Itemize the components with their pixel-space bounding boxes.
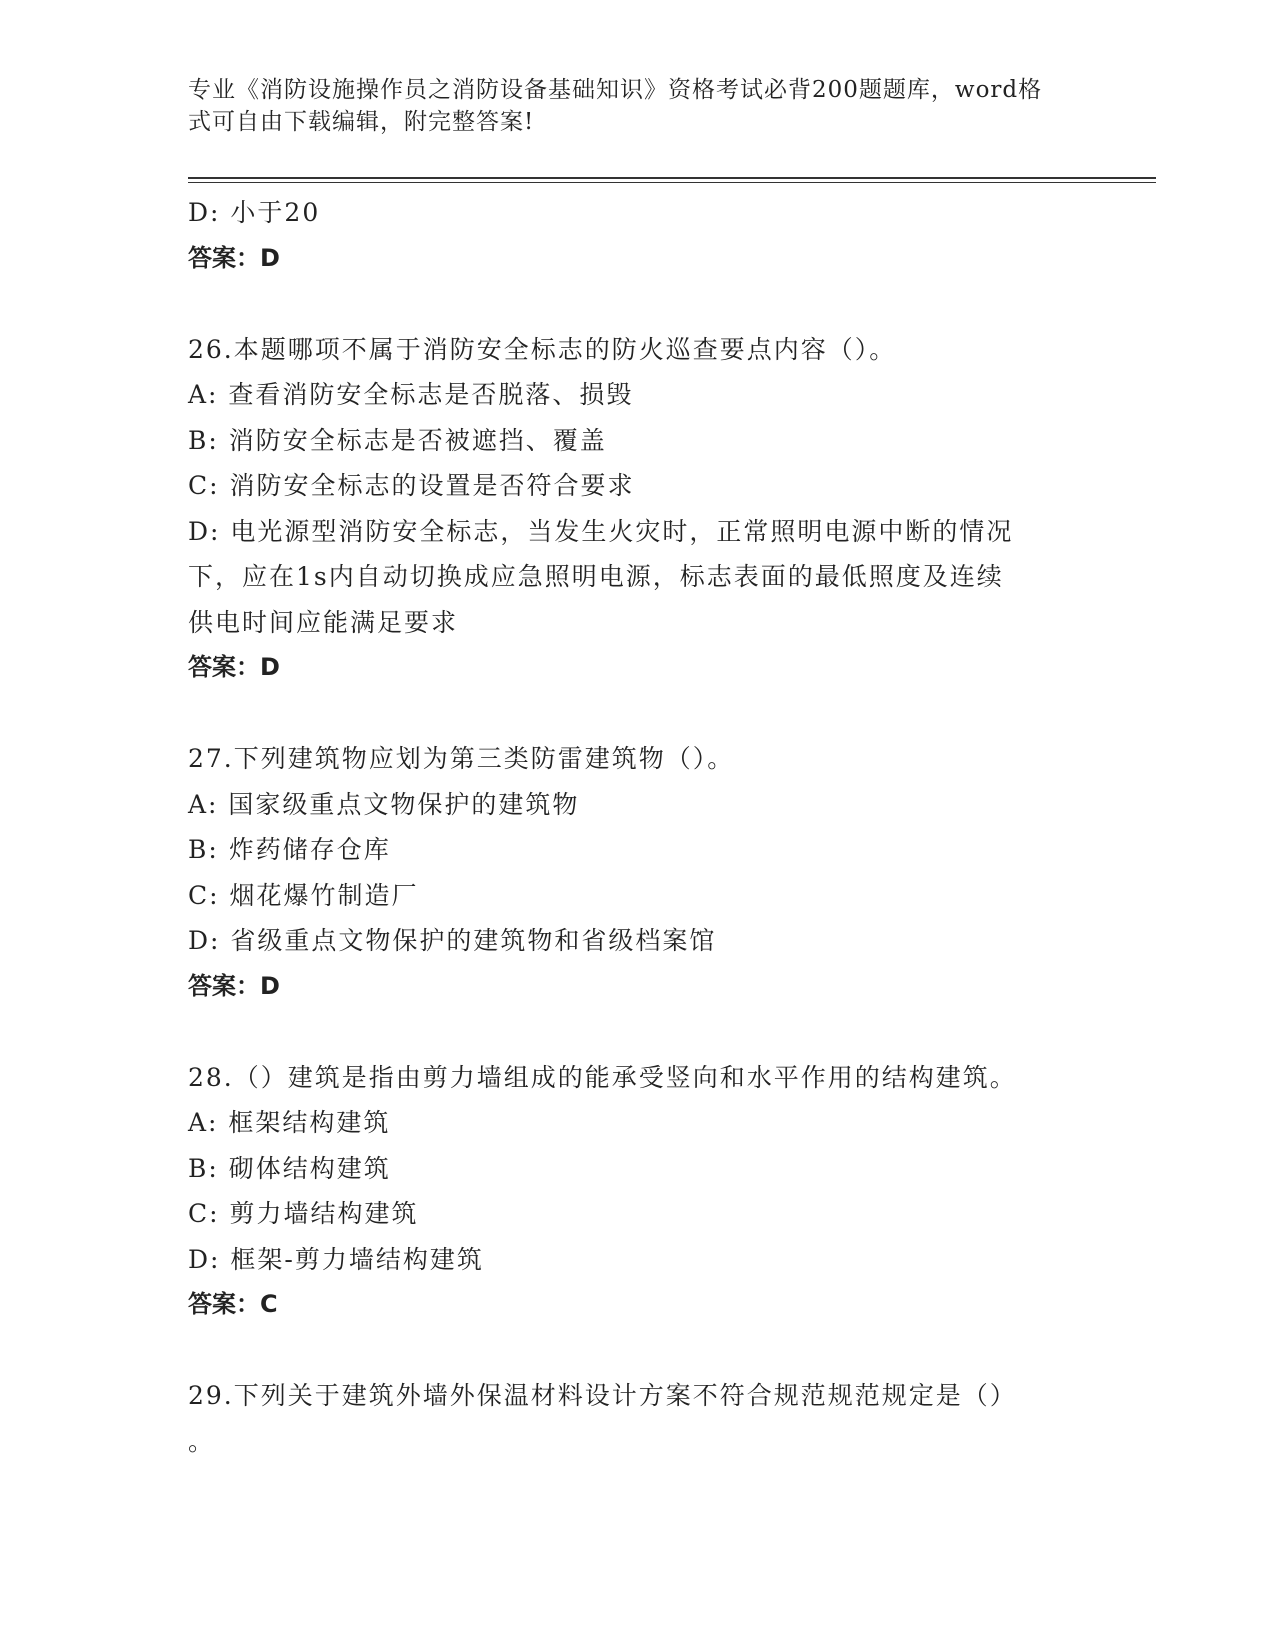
option-b: B: 炸药储存仓库	[188, 835, 391, 864]
header-line-1: 专业《消防设施操作员之消防设备基础知识》资格考试必背200题题库，word格	[188, 77, 1043, 103]
question-26	[188, 327, 1088, 691]
question-stem: 26.本题哪项不属于消防安全标志的防火巡查要点内容（）。	[188, 334, 897, 364]
option-c: C: 消防安全标志的设置是否符合要求	[188, 471, 635, 500]
previous-question-tail	[188, 190, 1088, 281]
question-27	[188, 736, 1088, 1009]
header-line-2: 式可自由下载编辑，附完整答案!	[188, 109, 535, 135]
document-header	[188, 74, 1068, 138]
option-a: A: 查看消防安全标志是否脱落、损毁	[188, 380, 634, 409]
option-b: B: 消防安全标志是否被遮挡、覆盖	[188, 425, 607, 455]
question-stem-continued: 。	[188, 1426, 216, 1456]
option-a: A: 框架结构建筑	[188, 1108, 391, 1137]
question-stem: 29.下列关于建筑外墙外保温材料设计方案不符合规范规范规定是（）	[188, 1381, 1017, 1410]
question-29	[188, 1373, 1088, 1464]
answer-line: 答案：D	[188, 971, 280, 1000]
option-b: B: 砌体结构建筑	[188, 1153, 391, 1183]
question-stem: 27.下列建筑物应划为第三类防雷建筑物（）。	[188, 744, 735, 773]
option-d: D: 小于20	[188, 198, 321, 227]
spacer	[188, 1328, 1088, 1374]
option-a: A: 国家级重点文物保护的建筑物	[188, 789, 580, 819]
answer-line: 答案：D	[188, 243, 280, 272]
question-28	[188, 1055, 1088, 1328]
header-divider-thick	[188, 177, 1156, 179]
option-d-continued: 下，应在1s内自动切换成应急照明电源，标志表面的最低照度及连续	[188, 562, 1004, 591]
document-body	[188, 190, 1088, 1464]
question-stem: 28.（）建筑是指由剪力墙组成的能承受竖向和水平作用的结构建筑。	[188, 1062, 1017, 1092]
option-d: D: 电光源型消防安全标志，当发生火灾时，正常照明电源中断的情况	[188, 516, 1014, 546]
answer-line: 答案：D	[188, 653, 280, 681]
spacer	[188, 1009, 1088, 1055]
spacer	[188, 691, 1088, 737]
option-d: D: 省级重点文物保护的建筑物和省级档案馆	[188, 926, 717, 955]
option-d: D: 框架-剪力墙结构建筑	[188, 1244, 484, 1274]
header-divider-thin	[188, 182, 1156, 183]
answer-line: 答案：C	[188, 1290, 278, 1318]
spacer	[188, 281, 1088, 327]
option-c: C: 剪力墙结构建筑	[188, 1199, 419, 1228]
option-c: C: 烟花爆竹制造厂	[188, 880, 419, 910]
option-d-continued: 供电时间应能满足要求	[188, 607, 459, 637]
